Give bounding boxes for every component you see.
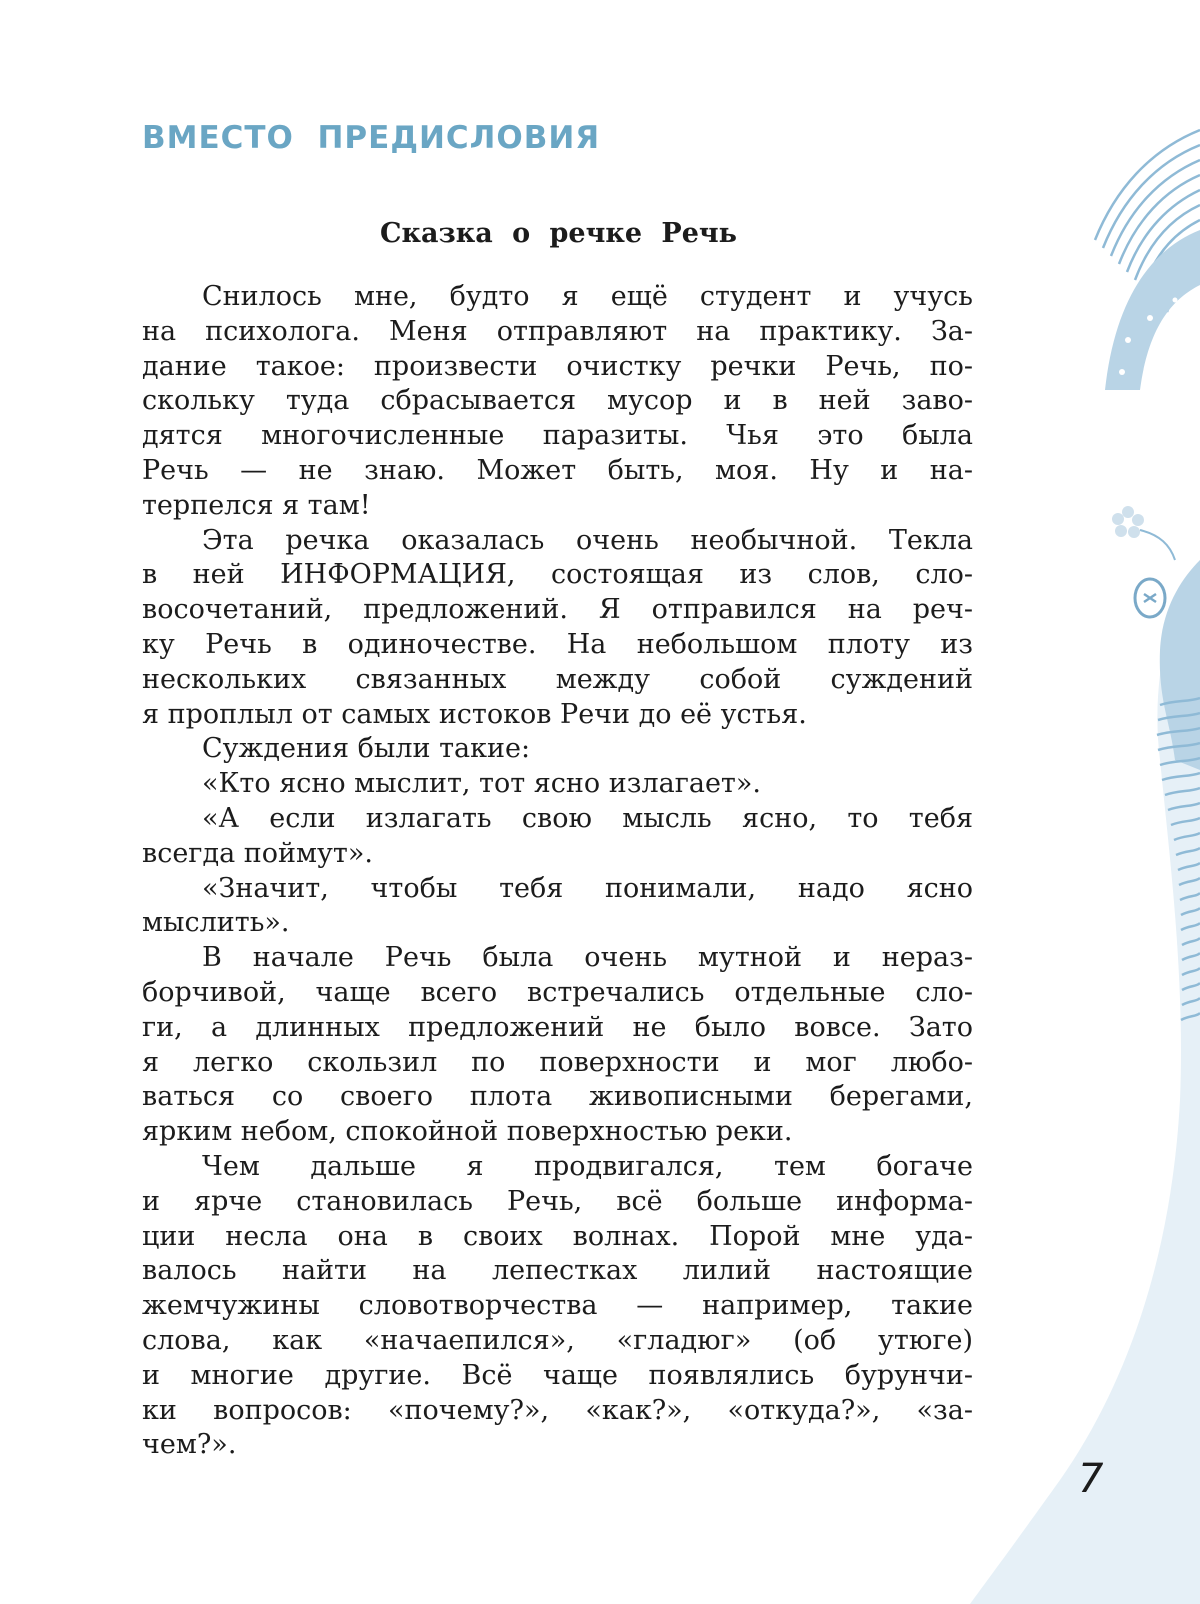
text-line: чем?». xyxy=(142,1429,237,1461)
text-line: Речь — не знаю. Может быть, моя. Ну и на- xyxy=(142,454,973,486)
text-line: мыслить». xyxy=(142,907,290,939)
text-line: в ней ИНФОРМАЦИЯ, состоящая из слов, сло- xyxy=(142,559,973,591)
text-line: «Кто ясно мыслит, тот ясно излагает». xyxy=(202,768,761,800)
text-line: «А если излагать свою мысль ясно, то тебя xyxy=(202,802,973,834)
page-number: 7 xyxy=(1078,1456,1104,1502)
text-line: жемчужины словотворчества — например, такие xyxy=(142,1290,973,1322)
story-body xyxy=(142,280,973,1463)
text-line: на психолога. Меня отправляют на практику. За- xyxy=(142,315,973,347)
text-line: ваться со своего плота живописными берегами, xyxy=(142,1081,973,1113)
text-line: и многие другие. Всё чаще появлялись бурунчи- xyxy=(142,1359,973,1391)
text-line: борчивой, чаще всего встречались отдельные сло- xyxy=(142,976,973,1008)
text-line: Чем дальше я продвигался, тем богаче xyxy=(202,1150,973,1182)
text-line: ции несла она в своих волнах. Порой мне уда- xyxy=(142,1220,973,1252)
text-line: слова, как «начаепился», «гладюг» (об утюге) xyxy=(142,1324,973,1356)
text-line: В начале Речь была очень мутной и нераз- xyxy=(202,942,973,974)
text-line: Снилось мне, будто я ещё студент и учусь xyxy=(202,281,973,312)
text-line: терпелся я там! xyxy=(142,489,371,521)
text-line: я проплыл от самых истоков Речи до её устья. xyxy=(142,698,807,730)
text-line: восочетаний, предложений. Я отправился на реч- xyxy=(142,594,973,626)
text-line: дятся многочисленные паразиты. Чья это была xyxy=(142,420,973,452)
text-line: «Значит, чтобы тебя понимали, надо ясно xyxy=(202,872,973,904)
text-line: я легко скользил по поверхности и мог любо- xyxy=(142,1046,973,1078)
button-icon xyxy=(1135,579,1165,617)
text-line: скольку туда сбрасывается мусор и в ней заво- xyxy=(142,385,973,417)
text-line: валось найти на лепестках лилий настоящие xyxy=(142,1255,973,1287)
text-line: и ярче становилась Речь, всё больше информа- xyxy=(142,1185,973,1217)
blue-arc-band xyxy=(1105,230,1200,390)
flower-icon xyxy=(1112,506,1144,538)
section-title: ВМЕСТО ПРЕДИСЛОВИЯ xyxy=(142,120,601,156)
text-line: дание такое: произвести очистку речки Речь, по- xyxy=(142,350,973,382)
text-line: ги, а длинных предложений не было вовсе. Зато xyxy=(142,1011,973,1043)
text-line: ярким небом, спокойной поверхностью реки. xyxy=(142,1116,793,1148)
text-line: нескольких связанных между собой суждений xyxy=(142,663,973,695)
text-line: всегда поймут». xyxy=(142,837,373,869)
pale-wave-shape xyxy=(970,560,1200,1604)
text-line: Суждения были такие: xyxy=(202,733,531,765)
flower-stem xyxy=(1140,530,1175,560)
text-line: ки вопросов: «почему?», «как?», «откуда?», «за- xyxy=(142,1394,973,1426)
text-line: ку Речь в одиночестве. На небольшом плоту из xyxy=(142,628,973,660)
text-line: Эта речка оказалась очень необычной. Текла xyxy=(202,524,973,556)
story-title: Сказка о речке Речь xyxy=(380,218,737,249)
